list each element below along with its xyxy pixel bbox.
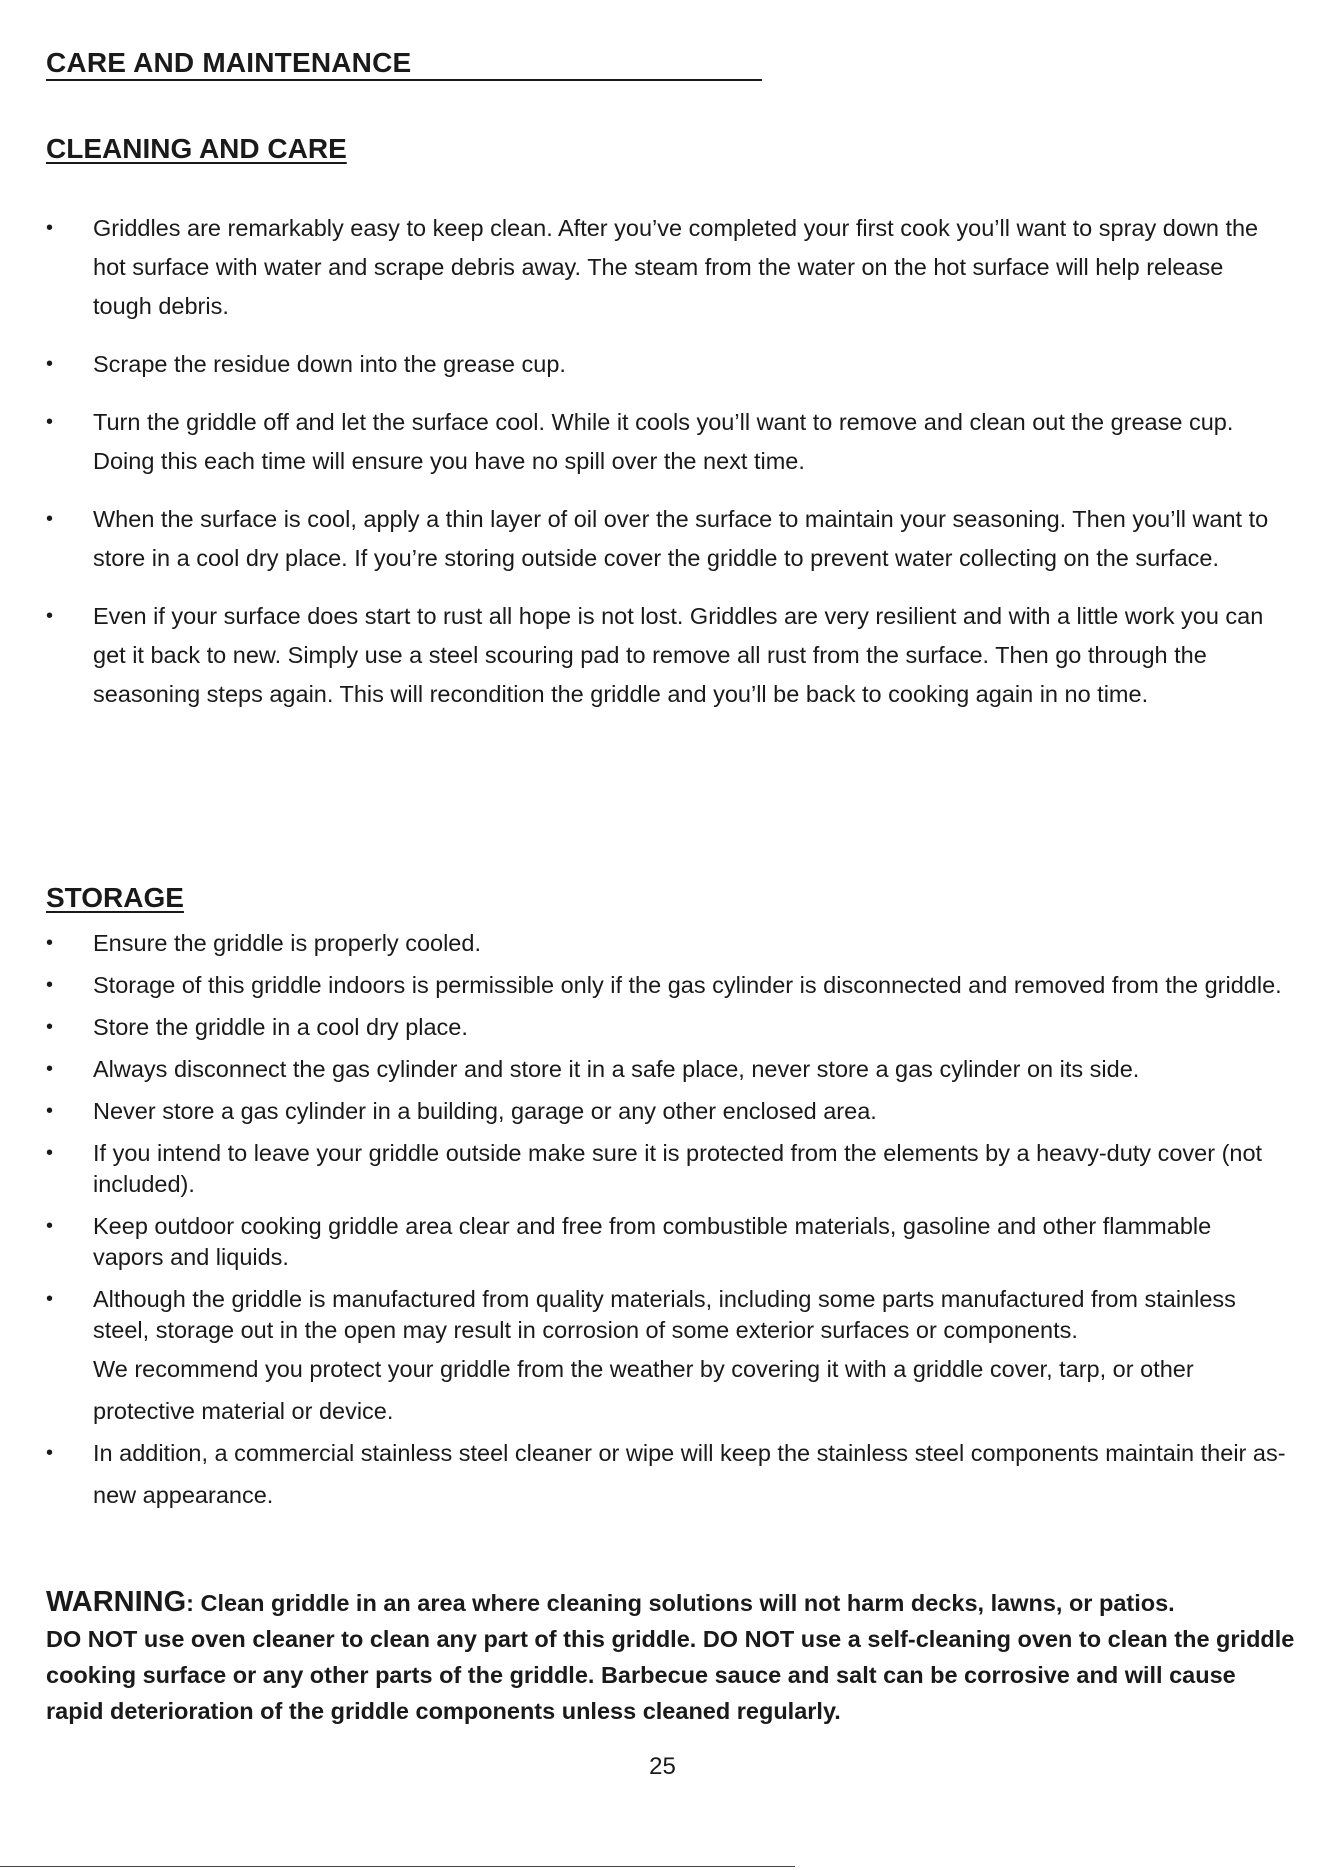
bullet-icon: • xyxy=(46,1016,54,1038)
list-item-continuation: We recommend you protect your griddle from the weather by covering it with a griddle cover, tarp, or other protective material or device. xyxy=(93,1356,1194,1424)
bullet-icon: • xyxy=(46,974,54,996)
bullet-icon: • xyxy=(46,1215,54,1237)
cleaning-list xyxy=(46,209,1286,733)
bullet-icon: • xyxy=(46,217,54,239)
list-item: • Griddles are remarkably easy to keep clean. After you’ve completed your first cook you’ll want to spray down the hot surface with water and scrape debris away. The steam from the water on the hot surface will help release tough debris. xyxy=(46,209,1286,326)
list-item: • When the surface is cool, apply a thin layer of oil over the surface to maintain your seasoning. Then you’ll want to store in a cool dry place. If you’re storing outside cover the griddle to prevent water collecting on the surface. xyxy=(46,500,1286,578)
section-heading-care-maintenance: CARE AND MAINTENANCE xyxy=(46,46,762,81)
bullet-icon: • xyxy=(46,605,54,627)
list-item: • Always disconnect the gas cylinder and store it in a safe place, never store a gas cylinder on its side. xyxy=(46,1054,1286,1085)
bullet-icon: • xyxy=(46,1442,54,1464)
bullet-icon: • xyxy=(46,411,54,433)
warning-label: WARNING xyxy=(46,1586,187,1618)
bullet-icon: • xyxy=(46,932,54,954)
footer-divider xyxy=(0,1866,795,1867)
list-item: • Keep outdoor cooking griddle area clear and free from combustible materials, gasoline and other flammable vapors and liquids. xyxy=(46,1213,1212,1270)
list-item: • Turn the griddle off and let the surface cool. While it cools you’ll want to remove and clean out the grease cup. Doing this each time will ensure you have no spill over the next time. xyxy=(46,403,1286,481)
list-item: • Although the griddle is manufactured from quality materials, including some parts manufactured from stainless steel, storage out in the open may result in corrosion of some exterior surfaces or components. We recommend you protect your griddle from the weather by covering it with a griddle cover, tarp, or other protective material or device. xyxy=(46,1284,1286,1432)
bullet-icon: • xyxy=(46,1058,54,1080)
bullet-icon: • xyxy=(46,508,54,530)
storage-list xyxy=(46,928,1286,1516)
list-item: • Never store a gas cylinder in a building, garage or any other enclosed area. xyxy=(46,1096,1286,1127)
bullet-icon: • xyxy=(46,1288,54,1310)
list-item: • If you intend to leave your griddle outside make sure it is protected from the elements by a heavy-duty cover (not included). xyxy=(46,1140,1263,1197)
warning-first-line: : Clean griddle in an area where cleaning solutions will not harm decks, lawns, or patios. xyxy=(186,1590,1175,1616)
list-item: • Scrape the residue down into the grease cup. xyxy=(46,345,1286,384)
list-item: • Storage of this griddle indoors is permissible only if the gas cylinder is disconnected and removed from the griddle. xyxy=(46,970,1286,1001)
bullet-icon: • xyxy=(46,1100,54,1122)
warning-body: DO NOT use oven cleaner to clean any part of this griddle. DO NOT use a self-cleaning oven to clean the griddle cooking surface or any other parts of the griddle. Barbecue sauce and salt can be corrosive and will cause rapid deterioration of the griddle components unless cleaned regularly. xyxy=(46,1626,1295,1724)
page-number: 25 xyxy=(649,1753,676,1780)
list-item: • Ensure the griddle is properly cooled. xyxy=(46,928,1286,959)
list-item: • Store the griddle in a cool dry place. xyxy=(46,1012,1286,1043)
bullet-icon: • xyxy=(46,1142,54,1164)
warning-notice xyxy=(46,1584,1296,1729)
bullet-icon: • xyxy=(46,353,54,375)
list-item: • In addition, a commercial stainless steel cleaner or wipe will keep the stainless steel components maintain their as-new appearance. xyxy=(46,1432,1286,1516)
list-item: • Even if your surface does start to rust all hope is not lost. Griddles are very resilient and with a little work you can get it back to new. Simply use a steel scouring pad to remove all rust from the surface. Then go through the seasoning steps again. This will recondition the griddle and you’ll be back to cooking again in no time. xyxy=(46,597,1286,714)
subheading-storage: STORAGE xyxy=(46,882,184,913)
subheading-cleaning-and-care: CLEANING AND CARE xyxy=(46,133,347,164)
